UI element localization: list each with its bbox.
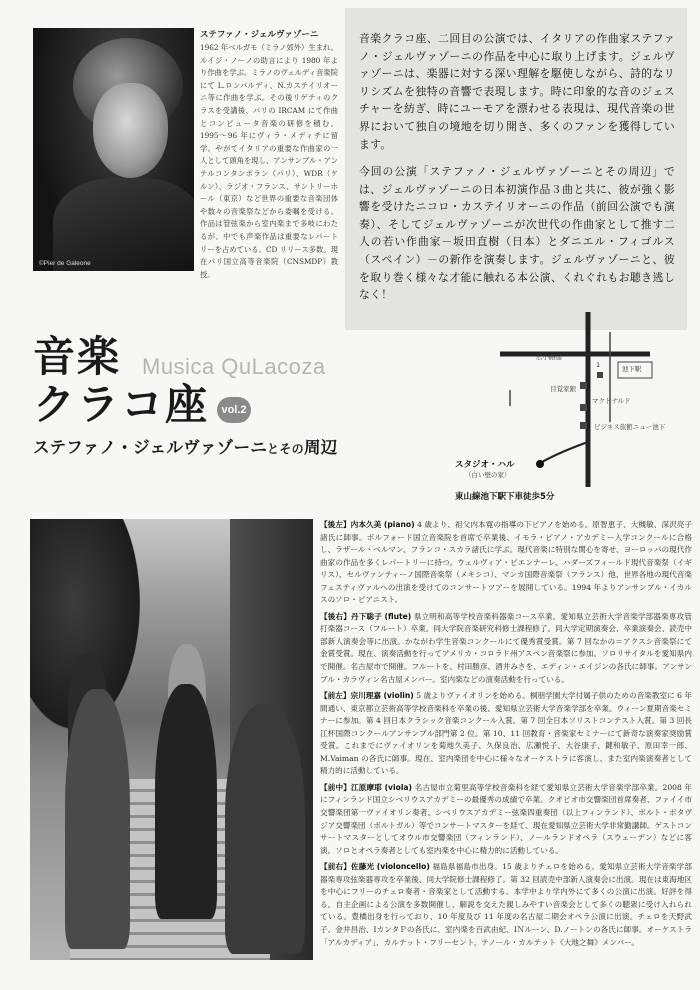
map-route xyxy=(542,442,588,462)
map-bank-label: 目覚家銀 xyxy=(550,385,576,393)
map-studio-sub: （白い壁の家） xyxy=(465,471,511,479)
map-studio-marker xyxy=(536,460,544,468)
photo-shirt xyxy=(53,178,194,271)
map-hotel-label: ビジネス旅館ニュー池下 xyxy=(594,423,666,431)
photo-person-front-center xyxy=(155,684,217,919)
map-road-label: 広小路通 xyxy=(536,353,562,361)
title-english: Musica QuLacoza xyxy=(142,354,326,379)
intro-paragraph-1: 音楽クラコ座、二回目の公演では、イタリアの作曲家ステファノ・ジェルヴァゾーニの作品を中心に取り上げます。ジェルヴァゾーニは、楽器に対する深い理解を駆使しながら、詩的なリリシズムを独特の音響で表現します。時に印象的な音のジェスチャーを紡ぎ、時にユーモアを漂わせる表現は、現代音楽の世界において独自の境地を切り開き、多くのファンを獲得しています。 xyxy=(359,32,675,151)
musician-bio: 【前左】宗川理嘉 (violin) 5 歳よりヴァイオリンを始める。桐朋学園大学付属子供のための音楽教室に 6 年間通い、東京都立芸術高等学校音楽科を卒業の後、愛知県立芸術大学音楽学部を卒業。ウィーン夏期音楽セミナーに参加。第 4 回日本クラシック音楽コンクール入賞。第 7 回全日本ソリストコンテスト入賞。第 3 回長江杯国際コンクールアンサンブル部門第 2 位。第 10、11 回教育・音楽家セミナーにて新奇な演奏家奨励賞受賞。これまでにヴァイオリンを菊地久美子、久保良治、広瀬悦子、大谷康子、鍵和敏子、原田幸一郎、M.Vaiman の各氏に師事。現在、室内楽団を中心に様々なオーケストラに客演し、また室内楽演奏者として精力的に活動している。 xyxy=(320,691,693,776)
map-station-label: 池下駅 xyxy=(622,365,642,373)
musician-bio: 【後右】丹下聡子 (flute) 県立明和高等学校音楽科器楽コース卒業。愛知県立芸術大学音楽学部器楽専攻管打楽器コース（フルート）卒業。同大学院音楽研究科修士課程修了。同大学定期演奏会、卒業演奏会、読売中部新人演奏会等に出演。かながわ学生音楽コンクールにて優秀賞受賞。第 7 回なかの＝アクスシ音楽祭にて金賞受賞。現在、演奏活動を行ってアメリカ・コロラド州アスペン音楽祭に参加。ソロリサイタルを愛知県内で開催。名古屋市で開催。フルートを、村田勝彦、酒井みさを、エディン・エイジンの各氏に師事。アンサンブル・カラヴィン名古屋メンバー。室内楽などの演奏活動を行っている。 xyxy=(320,611,692,684)
concert-subtitle xyxy=(33,434,338,458)
volume-badge: vol.2 xyxy=(217,397,251,423)
composer-name: ステファノ・ジェルヴァゾーニ xyxy=(200,30,319,40)
photo-person-front-right xyxy=(225,704,305,954)
map-bank-marker xyxy=(580,382,587,389)
map-drawing xyxy=(500,312,690,507)
map-exit-marker xyxy=(597,372,603,378)
composer-bio: 1962 年ベルガモ（ミラノ郊外）生まれ。ルイジ・ノーノの助言により 1980 年より作曲を学ぶ。ミラノのヴェルディ音楽院にて L.ロンバルディ、N.カステイリオーニ等に作曲を学ぶ。その後リゲティのクラスを受講後、パリの IRCAM にて作曲とコンピュータ音楽の研修を積む。1995〜96 年にヴィラ・メディチに留学。やがてイタリアの重要な作曲家の一人として頭角を現し、アンサンブル・アンテルコンタンポラン（パリ）、WDR（ケルン）、ラジオ・フランス、サントリーホール（東京）など世界の重要な音楽団体や数々の音楽祭などから委嘱を受ける。作品は管弦楽から室内楽まで多岐にわたるが、中でも声楽作品は重要なレパートリーを占めている。CD リリース多数。現在パリ国立高等音楽院（CNSMDP）教授。 xyxy=(200,43,338,279)
subtitle-end: 周辺 xyxy=(303,438,338,457)
title-line-2: クラコ座 xyxy=(33,380,210,429)
ensemble-photo xyxy=(30,519,313,960)
map-access-note: 東山線池下駅下車徒歩5分 xyxy=(455,492,555,502)
intro-box xyxy=(345,8,687,330)
musician-bio: 【前中】江原摩耶 (viola) 名古屋市立菊里高等学校音楽科を経て愛知県立芸術大学音楽学部卒業。2008 年にフィンランド国立シベリウスアカデミーの最優秀の成績で卒業。クオピオ市交響楽団首席奏者、ファイイ市交響楽団第一ヴァイオリン奏者、シベリウスアカデミー弦楽四重奏団（以上フィンランド）、ボルト・ボタヴジア交響楽団（ボルトガル）等でコンサートマスターを経て、現在愛知県立芸術大学非常勤講師。ゲストコンサートマスターとしてオウル市交響楽団（フィンランド）、ノールランドオペラ（スウェーデン）などに客演。ソロとオペラ奏者としても室内楽を中心に精力的に活動している。 xyxy=(320,782,693,855)
map-mcd-marker xyxy=(580,404,587,411)
subtitle-main: ステファノ・ジェルヴァゾーニ xyxy=(33,438,268,457)
title-japanese xyxy=(33,333,209,429)
map-studio-label: スタジオ・ハル xyxy=(455,460,515,470)
access-map xyxy=(455,312,690,507)
photo-face xyxy=(93,83,168,178)
musician-bio: 【前右】佐藤光 (violoncello) 福島県福島市出身。15 歳よりチェロを始める。愛知県立芸術大学音楽学部器楽専攻弦楽器専攻を卒業後、同大学院修士課程修了。第 32 回読売中部新人演奏会に出演。現在は東海地区を中心にフリーのチェロ奏者・音楽家として活動する。本学中より学内外にて多くの公演に出演。好評を得る。自主企画による公演を多数開催し、解説を交えた親しみやすい音楽会として多くの聴衆に受け入れられている。豊橋出身を行っており、10 年度及び 11 年度の名古屋二期会オペラ公演に出演。チェロを天野武子、金井昌治、ⅠカンタＰの各氏に、室内楽を百武由紀、ⅠＮルーン、D.ノートンの各氏に師事。オーケストラ「アルカディア」、カルテット・フリーセント、テノール・カルテット《大地之舞》メンバー。 xyxy=(320,862,693,947)
map-mcd-label: マクドナルド xyxy=(592,397,631,405)
photo-person-front-left xyxy=(65,689,130,949)
map-hotel-marker xyxy=(580,422,587,429)
composer-photo xyxy=(33,28,194,271)
subtitle-connector: とその xyxy=(267,442,304,456)
photo-credit: ©Pier de Galeone xyxy=(39,260,91,267)
intro-paragraph-2: 今回の公演「ステファノ・ジェルヴァゾーニとその周辺」では、ジェルヴァゾーニの日本初演作品３曲と共に、彼が強く影響を受けたニコロ・カステイリオーニの作品（前回公演でも演奏）、そしてジェルヴァゾーニが次世代の作曲家として推す二人の若い作曲家－坂田直樹（日本）とダニエル・フィゴルス（スペイン）－の新作を演奏します。ジェルヴァゾーニと、彼を取り巻く様々な才能に触れる本公演、くれぐれもお聴き逃しなく！ xyxy=(359,165,675,302)
map-exit-label: 1 xyxy=(596,361,601,369)
musician-bio: 【後左】内本久美 (piano) 4 歳より、祖父内本寛の指導の下ピアノを始める。原智恵子、大槻敏、深沢亮子諸氏に師事。ボルフォード国立音楽院を首席で卒業後、イモラ・ピアノ・アカデミー入学コンクールに合格し、ラザール・ベルマン、フランコ・スカラ諸氏に学ぶ。現代音楽に特別な関心を寄せ、ヨーロッパの現代作曲家の作品を多くレパートリーに持つ。ウェルヴィア・ビエンナーレ、ハダーズフィールド現代音楽祭（イギリス）、セルヴァンティーノ国際音楽祭（メキシコ）、マンカ国際音楽祭（フランス）他、世界各地の現代音楽フェスティヴァルへの出演を受けてのコンサートツアーを展開している。1994 年よりアンサンブル・イカルスのソロ・ピアニスト。 xyxy=(320,520,693,605)
title-line-1: 音楽 xyxy=(33,332,122,381)
musician-bios xyxy=(320,519,692,953)
